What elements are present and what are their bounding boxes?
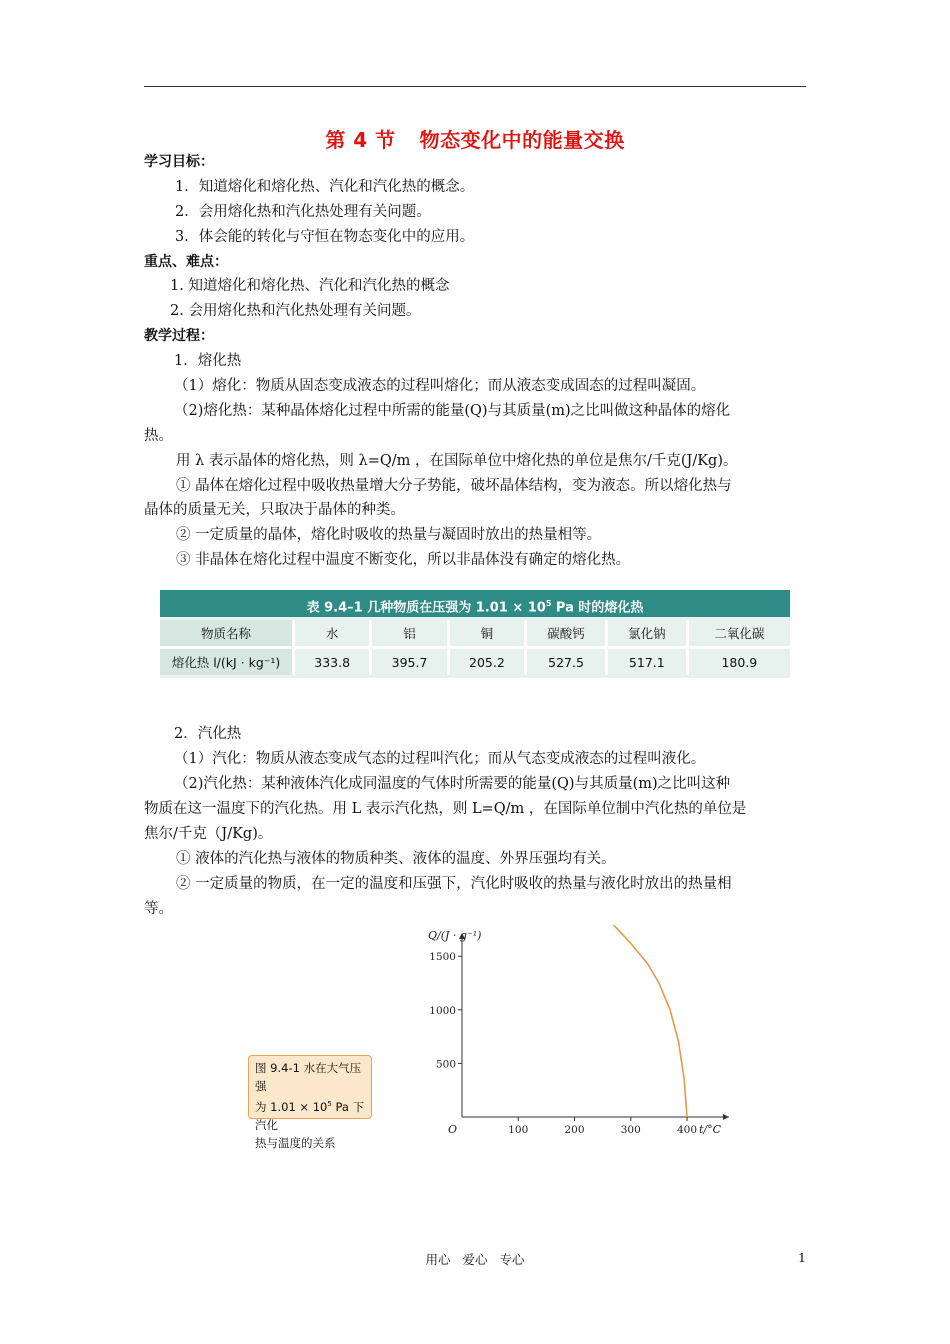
footer-word: 专心 [499,1252,525,1267]
row-header-heat: 熔化热 l/(kJ · kg⁻¹) [160,648,294,676]
row-header-substance: 物质名称 [160,620,294,648]
vaporization-p4a: ② 一定质量的物质，在一定的温度和压强下，汽化时吸收的热量与液化时放出的热量相 [176,876,732,892]
vaporization-p2a: （2)汽化热：某种液体汽化成同温度的气体时所需要的能量(Q)与其质量(m)之比叫这种 [174,776,731,792]
fusion-p2b: 热。 [144,428,173,444]
table-body [160,620,790,675]
page-footer [0,1250,950,1268]
table-cell: 水 [294,620,371,648]
footer-word: 用心 [425,1252,451,1267]
figure-caption-line-1: 图 9.4-1 水在大气压强 [255,1061,362,1093]
table-cell: 180.9 [721,654,758,670]
table-cell: 333.8 [294,648,371,676]
table-cell: 铜 [448,620,525,648]
x-axis-arrow [723,1114,729,1120]
x-axis-label: t/°C [699,1123,722,1136]
y-axis-label: Q/(J · g⁻¹) [428,929,482,942]
footer-word: 爱心 [462,1252,488,1267]
vaporization-p2b: 物质在这一温度下的汽化热。用 L 表示汽化热，则 L=Q/m ，在国际单位制中汽化热的单位是 [144,801,747,817]
vaporization-p2c: 焦尔/千克（J/Kg)。 [144,826,273,842]
x-tick-label: 200 [564,1124,585,1136]
figure-caption-line-2: 为 $1.01 \times 10^5$ Pa 下汽化 [255,1099,365,1132]
fusion-p4a: ① 晶体在熔化过程中吸收热量增大分子势能，破坏晶体结构，变为液态。所以熔化热与 [176,478,732,494]
table-caption: 表 9.4–1 几种物质在压强为 $1.01 \times 10^5$ Pa 时的熔化热 [160,590,790,617]
heat-of-fusion-table [160,590,790,678]
table-row [160,620,790,648]
table-cell: 517.1 [606,648,687,676]
objective-2: 2．会用熔化热和汽化热处理有关问题。 [175,204,431,220]
fusion-p3: 用 λ 表示晶体的熔化热，则 λ=Q/m ，在国际单位中熔化热的单位是焦尔/千克(J/Kg)。 [176,453,738,469]
header-rule [144,86,806,87]
y-tick-label: 1500 [429,951,456,964]
table-cell: 二氧化碳 [687,620,790,648]
x-tick-label: 100 [508,1124,529,1136]
fusion-p1: （1）熔化：物质从固态变成液态的过程叫熔化；而从液态变成固态的过程叫凝固。 [174,378,706,394]
keypoint-1: 1. 知道熔化和熔化热、汽化和汽化热的概念 [170,278,450,294]
vaporization-p3: ① 液体的汽化热与液体的物质种类、液体的温度、外界压强均有关。 [176,851,616,867]
section-title: 物态变化中的能量交换 [419,128,625,152]
figure-caption-line-3: 热与温度的关系 [255,1135,336,1150]
page-title [0,124,950,153]
table-cell: 氯化钠 [606,620,687,648]
x-tick-label: 300 [620,1124,641,1136]
origin-label: O [448,1123,458,1136]
series-line [462,925,687,1117]
objectives-heading: 学习目标： [144,154,214,170]
fusion-p5: ② 一定质量的晶体，熔化时吸收的热量与凝固时放出的热量相等。 [176,527,602,543]
figure-caption [248,1055,372,1150]
table-cell: 碳酸钙 [526,620,607,648]
process-heading: 教学过程： [144,328,214,344]
objective-3: 3．体会能的转化与守恒在物态变化中的应用。 [175,229,475,245]
table-cell: 铝 [371,620,448,648]
keypoints-heading: 重点、难点： [144,254,228,270]
fusion-p4b: 晶体的质量无关，只取决于晶体的种类。 [144,502,405,518]
fusion-p2a: （2)熔化热：某种晶体熔化过程中所需的能量(Q)与其质量(m)之比叫做这种晶体的熔化 [174,403,731,419]
table-cell: 205.2 [448,648,525,676]
vaporization-heading: 2．汽化热 [174,726,242,742]
vaporization-p4b: 等。 [144,901,173,917]
objective-1: 1．知道熔化和熔化热、汽化和汽化热的概念。 [175,179,475,195]
vaporization-p1: （1）汽化：物质从液态变成气态的过程叫汽化；而从气态变成液态的过程叫液化。 [174,751,706,767]
y-tick-label: 1000 [429,1004,456,1017]
table-row [160,648,790,676]
fusion-heading: 1．熔化热 [174,353,242,369]
page-number: 1 [798,1250,806,1265]
x-tick-label: 400 [676,1124,698,1136]
table-cell: 395.7 [371,648,448,676]
fusion-p6: ③ 非晶体在熔化过程中温度不断变化，所以非晶体没有确定的熔化热。 [176,552,631,568]
table-cell: 527.5 [526,648,607,676]
section-number: 第 4 节 [325,128,396,152]
keypoint-2: 2. 会用熔化热和汽化热处理有关问题。 [170,303,421,319]
y-tick-label: 500 [435,1058,456,1071]
